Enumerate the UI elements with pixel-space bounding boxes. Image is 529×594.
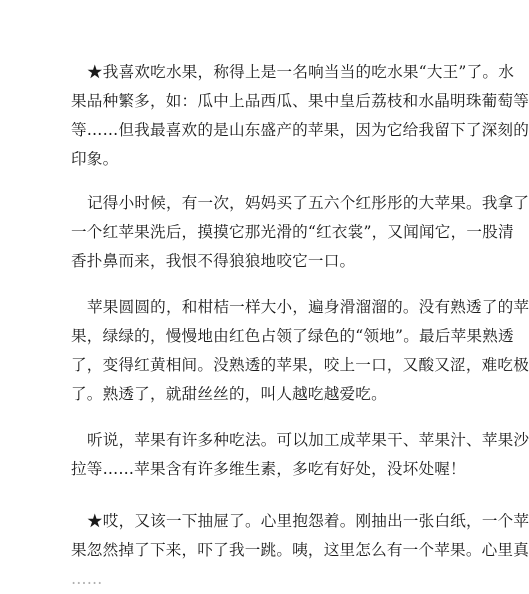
paragraph-3	[71, 293, 529, 409]
paragraph-line: ★哎，又该一下抽屉了。心里抱怨着。刚抽出一张白纸，一个苹	[87, 512, 529, 530]
paragraph-line-cut: ……	[71, 570, 103, 588]
paragraph-line: 果品种繁多，如：瓜中上品西瓜、果中皇后荔枝和水晶明珠葡萄等	[71, 92, 529, 110]
paragraph-4	[71, 426, 529, 484]
paragraph-line: 记得小时候，有一次，妈妈买了五六个红彤彤的大苹果。我拿了	[87, 194, 529, 212]
paragraph-line: 果，绿绿的，慢慢地由红色占领了绿色的“领地”。最后苹果熟透	[71, 327, 514, 345]
paragraph-line: 等……但我最喜欢的是山东盛产的苹果，因为它给我留下了深刻的	[71, 121, 529, 139]
paragraph-line: 印象。	[71, 150, 119, 168]
paragraph-line: ★我喜欢吃水果，称得上是一名响当当的吃水果“大王”了。水	[87, 63, 514, 81]
paragraph-2	[71, 189, 529, 276]
paragraph-line: 了，变得红黄相间。没熟透的苹果，咬上一口，又酸又涩，难吃极	[71, 356, 529, 374]
paragraph-5	[71, 507, 529, 588]
paragraph-line: 香扑鼻而来，我恨不得狼狼地咬它一口。	[71, 252, 356, 270]
paragraph-line: 苹果圆圆的，和柑桔一样大小，遍身滑溜溜的。没有熟透了的苹	[87, 298, 529, 316]
paragraph-line: 了。熟透了，就甜丝丝的，叫人越吃越爱吃。	[71, 385, 387, 403]
paragraph-line: 听说，苹果有许多种吃法。可以加工成苹果干、苹果汁、苹果沙	[87, 431, 529, 449]
paragraph-line: 一个红苹果洗后，摸摸它那光滑的“红衣裳”，又闻闻它，一股清	[71, 223, 514, 241]
paragraph-line: 拉等……苹果含有许多维生素，多吃有好处，没坏处喔！	[71, 460, 466, 478]
paragraph-1	[71, 58, 529, 174]
paragraph-line: 果忽然掉了下来，吓了我一跳。咦，这里怎么有一个苹果。心里真	[71, 541, 529, 559]
